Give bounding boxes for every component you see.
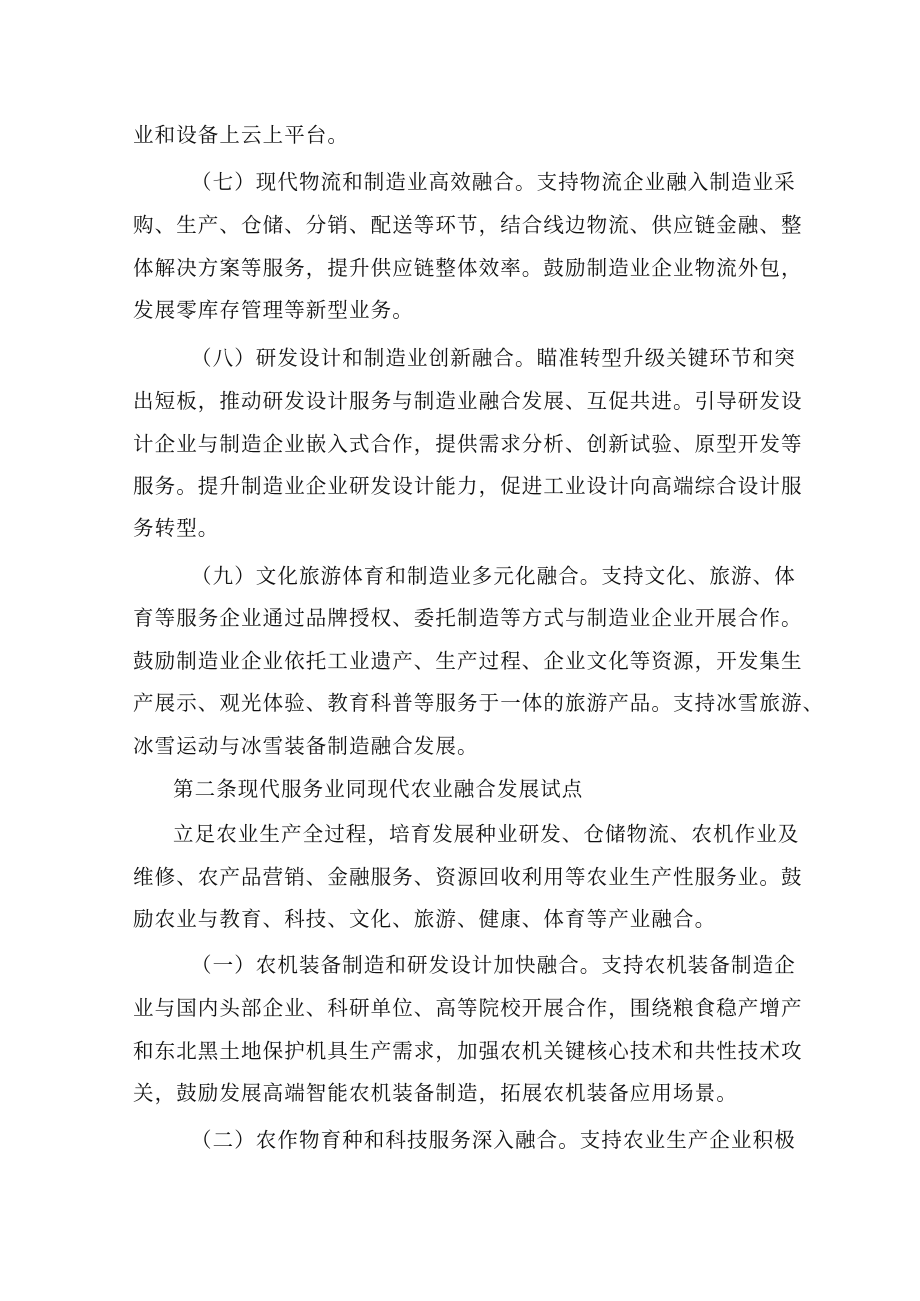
section-heading-line: （一）农机装备制造和研发设计加快融合。支持农机装备制造企 [191,953,796,977]
text-line: 立足农业生产全过程，培育发展种业研发、仓储物流、农机作业及 [173,822,800,846]
text-line: 鼓励制造业企业依托工业遗产、生产过程、企业文化等资源，开发集生 [133,649,803,673]
section-heading-line: （二）农作物育种和科技服务深入融合。支持农业生产企业积极 [191,1128,796,1152]
text-line: 业和设备上云上平台。 [133,123,349,147]
text-line: 购、生产、仓储、分销、配送等环节，结合线边物流、供应链金融、整 [133,213,803,237]
text-line: 业与国内头部企业、科研单位、高等院校开展合作，围绕粮食稳产增产 [133,996,803,1020]
text-line: 和东北黑土地保护机具生产需求，加强农机关键核心技术和共性技术攻 [133,1039,803,1063]
text-line: 务转型。 [133,516,220,540]
text-line: 计企业与制造企业嵌入式合作，提供需求分析、创新试验、原型开发等 [133,432,803,456]
text-line: 冰雪运动与冰雪装备制造融合发展。 [133,734,479,758]
text-line: 体解决方案等服务，提升供应链整体效率。鼓励制造业企业物流外包， [133,256,803,280]
text-line: 维修、农产品营销、金融服务、资源回收利用等农业生产性服务业。鼓 [133,865,803,889]
section-heading-line: （九）文化旅游体育和制造业多元化融合。支持文化、旅游、体 [191,564,796,588]
text-line: 励农业与教育、科技、文化、旅游、健康、体育等产业融合。 [133,907,717,931]
text-line: 服务。提升制造业企业研发设计能力，促进工业设计向高端综合设计服 [133,474,803,498]
section-heading-line: （八）研发设计和制造业创新融合。瞄准转型升级关键环节和突 [191,346,796,370]
text-line: 产展示、观光体验、教育科普等服务于一体的旅游产品。支持冰雪旅游、 [133,691,825,715]
text-line: 育等服务企业通过品牌授权、委托制造等方式与制造业企业开展合作。 [133,606,803,630]
article-heading: 第二条现代服务业同现代农业融合发展试点 [173,777,584,801]
text-line: 出短板，推动研发设计服务与制造业融合发展、互促共进。引导研发设 [133,389,803,413]
text-line: 关，鼓励发展高端智能农机装备制造，拓展农机装备应用场景。 [133,1081,738,1105]
text-line: 发展零库存管理等新型业务。 [133,298,414,322]
section-heading-line: （七）现代物流和制造业高效融合。支持物流企业融入制造业采 [191,170,796,194]
